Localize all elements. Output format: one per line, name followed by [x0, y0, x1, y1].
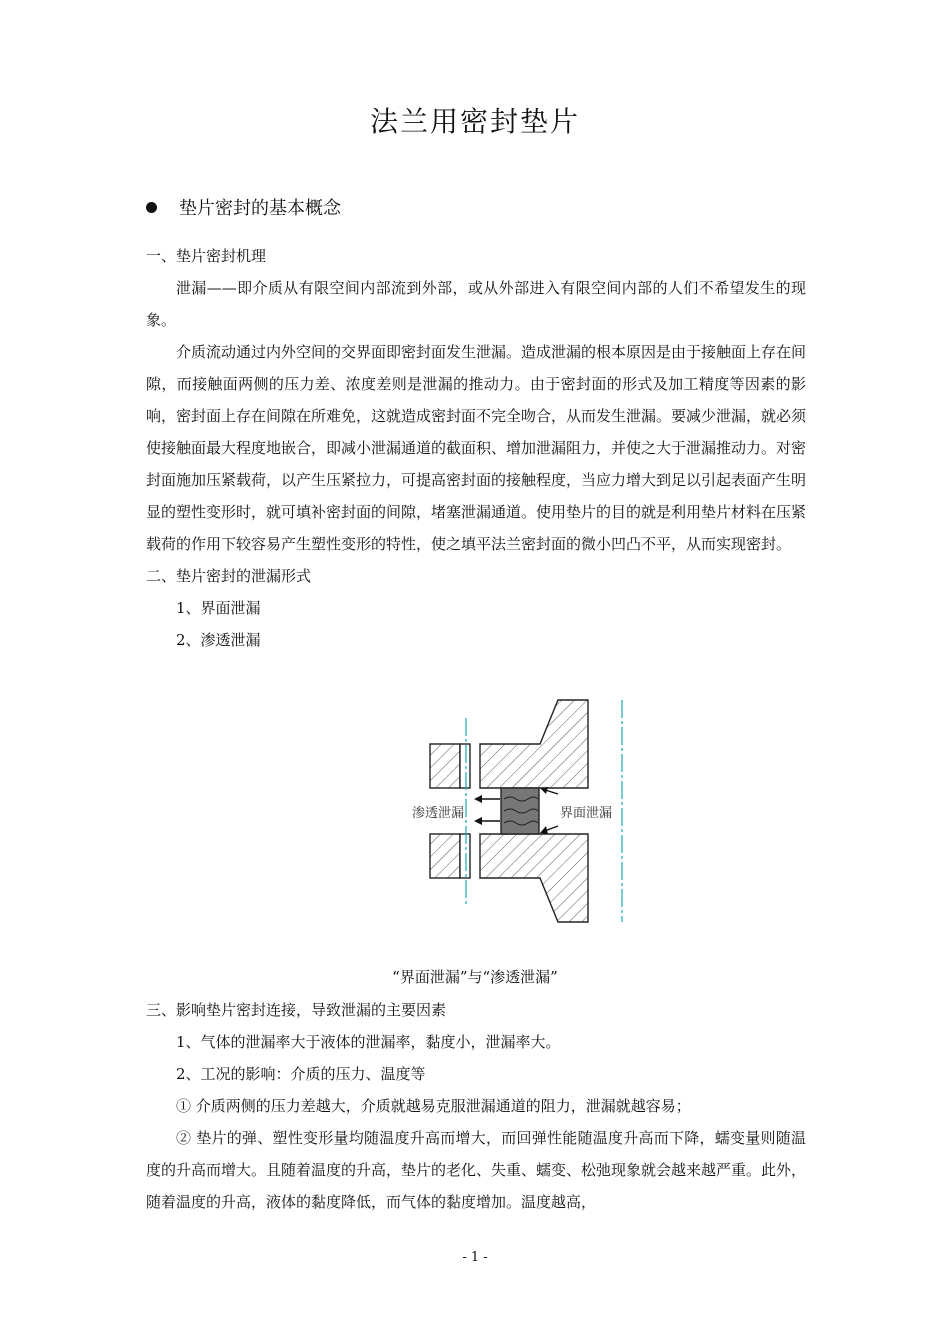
bullet-icon: [146, 202, 157, 213]
section1-paragraph-2: 介质流动通过内外空间的交界面即密封面发生泄漏。造成泄漏的根本原因是由于接触面上存在间隙，而接触面两侧的压力差、浓度差则是泄漏的推动力。由于密封面的形式及加工精度等因素的影响，密封面上存在间隙在所难免，这就造成密封面不完全吻合，从而发生泄漏。要减少泄漏，就必须使接触面最大程度地嵌合，即减小泄漏通道的截面积、增加泄漏阻力，并使之大于泄漏推动力。对密封面施加压紧载荷，以产生压紧拉力，可提高密封面的接触程度，当应力增大到足以引起表面产生明显的塑性变形时，就可填补密封面的间隙，堵塞泄漏通道。使用垫片的目的就是利用垫片材料在压紧载荷的作用下较容易产生塑性变形的特性，使之填平法兰密封面的微小凹凸不平，从而实现密封。: [146, 343, 807, 553]
label-interface: 界面泄漏: [560, 806, 613, 821]
page-title: 法兰用密封垫片: [369, 105, 580, 138]
section2-heading: 二、垫片密封的泄漏形式: [146, 567, 312, 585]
leakage-diagram: [400, 696, 640, 928]
section1: [146, 240, 806, 656]
section3: [146, 994, 806, 1218]
section3-point-2: ② 垫片的弹、塑性变形量均随温度升高而增大，而回弹性能随温度升高而下降，蠕变量则随温度的升高而增大。且随着温度的升高，垫片的老化、失重、蠕变、松弛现象就会越来越严重。此外，随着温度的升高，液体的黏度降低，而气体的黏度增加。温度越高，: [146, 1129, 807, 1211]
page-number: - 1 -: [462, 1250, 488, 1265]
section3-item-2: 2、工况的影响：介质的压力、温度等: [176, 1065, 426, 1083]
figure-caption: “界面泄漏”与“渗透泄漏”: [392, 968, 558, 986]
section3-item-1: 1、气体的泄漏率大于液体的泄漏率，黏度小，泄漏率大。: [176, 1033, 561, 1051]
bullet-heading: [146, 194, 341, 220]
section2-item-1: 1、界面泄漏: [176, 599, 261, 617]
section1-paragraph-1: 泄漏——即介质从有限空间内部流到外部，或从外部进入有限空间内部的人们不希望发生的现象。: [146, 279, 806, 329]
section1-heading: 一、垫片密封机理: [146, 247, 267, 265]
section2-item-2: 2、渗透泄漏: [176, 631, 261, 649]
bullet-heading-text: 垫片密封的基本概念: [179, 198, 341, 219]
section3-point-1: ① 介质两侧的压力差越大，介质就越易克服泄漏通道的阻力，泄漏就越容易；: [176, 1097, 691, 1115]
section3-heading: 三、影响垫片密封连接，导致泄漏的主要因素: [146, 1001, 447, 1019]
label-permeation: 渗透泄漏: [412, 806, 465, 821]
